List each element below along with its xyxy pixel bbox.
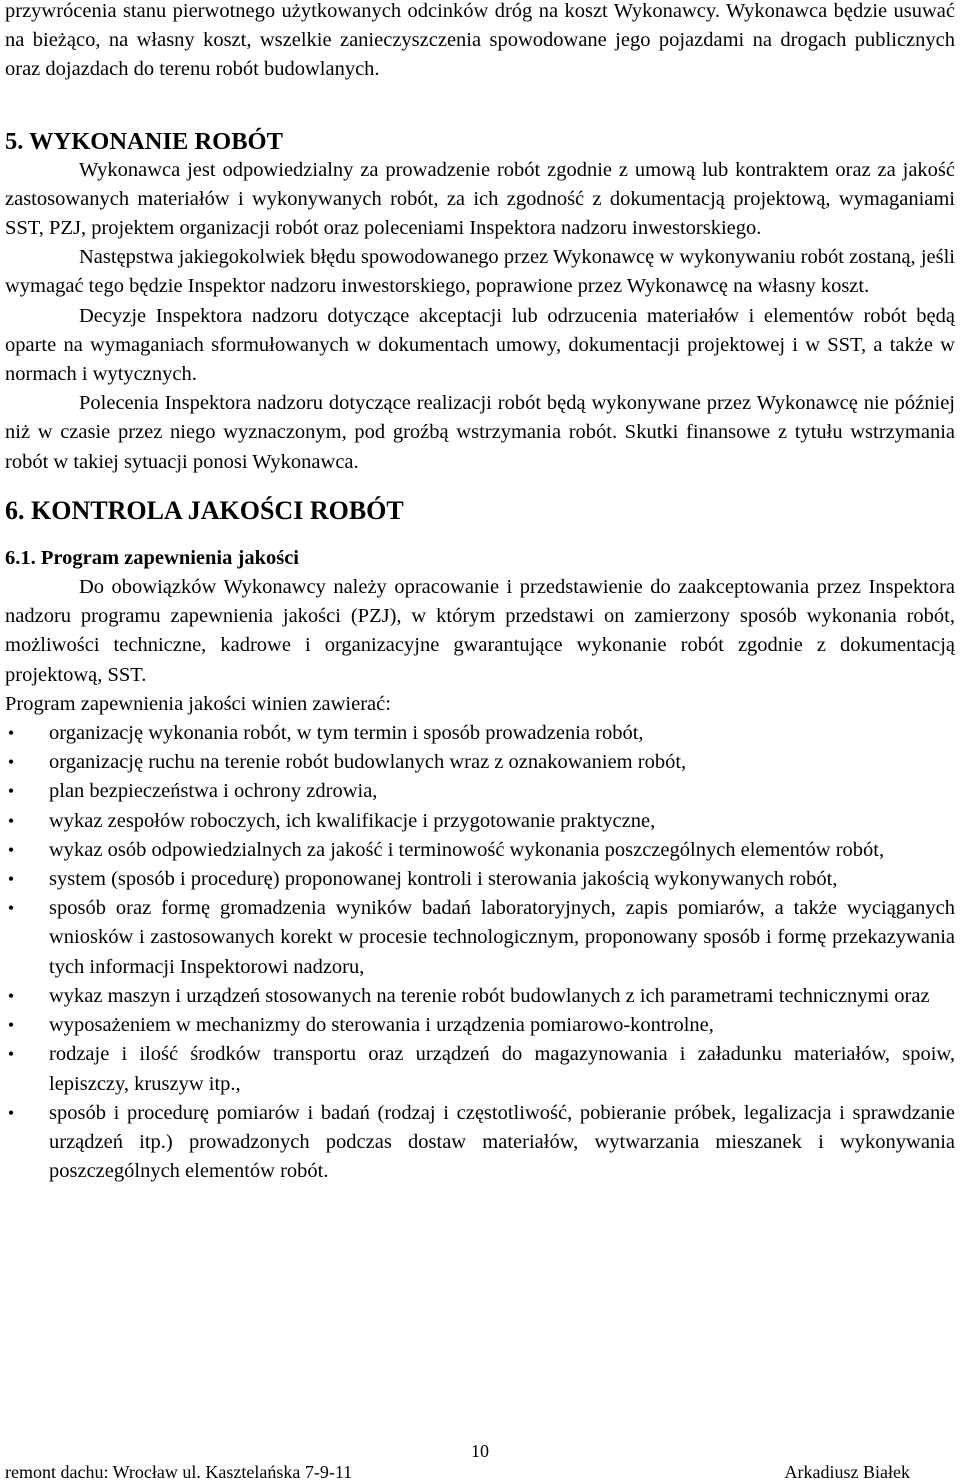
list-item: • rodzaje i ilość środków transportu oraz urządzeń do magazynowania i załadunku materiałów, spoiw, lepiszczy, kruszyw itp., [5,1040,955,1098]
bullet-icon: • [7,839,15,860]
section-5-heading: 5. WYKONANIE ROBÓT [5,127,283,155]
list-item: • wykaz zespołów roboczych, ich kwalifikacje i przygotowanie praktyczne, [5,807,955,836]
list-item: • plan bezpieczeństwa i ochrony zdrowia, [5,777,955,806]
bullet-icon: • [7,898,15,919]
bullet-icon: • [7,810,15,831]
footer-author: Arkadiusz Białek [784,1462,910,1482]
bullet-icon: • [7,869,15,890]
list-item: • organizację ruchu na terenie robót budowlanych wraz z oznakowaniem robót, [5,748,955,777]
bullet-icon: • [7,723,15,744]
bullet-icon: • [7,985,15,1006]
requirements-list [5,719,955,1186]
section-5-paragraph-4: Polecenia Inspektora nadzoru dotyczące realizacji robót będą wykonywane przez Wykonawcę nie później niż w czasie przez niego wyznaczonym, pod groźbą wstrzymania robót. Skutki finansowe z tytułu wstrzymania robót w takiej sytuacji ponosi Wykonawca. [5,392,955,473]
section-6-1-paragraph: Do obowiązków Wykonawcy należy opracowanie i przedstawienie do zaakceptowania przez Inspektora nadzoru programu zapewnienia jakości (PZJ), w którym przedstawi on zamierzony sposób wykonania robót, możliwości techniczne, kadrowe i organizacyjne gwarantujące wykonanie robót zgodnie z dokumentacją projektową, SST. [5,576,955,686]
bullet-icon: • [7,752,15,773]
bullet-icon: • [7,1015,15,1036]
bullet-icon: • [7,781,15,802]
section-6-1-heading: 6.1. Program zapewnienia jakości [5,546,299,569]
list-item: • wyposażeniem w mechanizmy do sterowania i urządzenia pomiarowo-kontrolne, [5,1011,955,1040]
bullet-icon: • [7,1044,15,1065]
footer-project-title: remont dachu: Wrocław ul. Kasztelańska 7-9-11 [5,1462,353,1482]
section-5-paragraph-3: Decyzje Inspektora nadzoru dotyczące akceptacji lub odrzucenia materiałów i elementów robót będą oparte na wymaganiach sformułowanych w dokumentach umowy, dokumentacji projektowej i w SST, a także w normach i wytycznych. [5,304,955,386]
bullet-icon: • [7,1102,15,1123]
list-item: • wykaz maszyn i urządzeń stosowanych na terenie robót budowlanych z ich parametrami technicznymi oraz [5,982,955,1011]
intro-paragraph: przywrócenia stanu pierwotnego użytkowanych odcinków dróg na koszt Wykonawcy. Wykonawca będzie usuwać na bieżąco, na własny koszt, wszelkie zanieczyszczenia spowodowane jego pojazdami na drogach publicznych oraz dojazdach do terenu robót budowlanych. [5,0,955,81]
page-number: 10 [471,1441,489,1461]
list-item: • sposób i procedurę pomiarów i badań (rodzaj i częstotliwość, pobieranie próbek, legalizacja i sprawdzanie urządzeń itp.) prowadzonych podczas dostaw materiałów, wytwarzania mieszanek i wykonywania poszczególnych elementów robót. [5,1099,955,1187]
list-item: • wykaz osób odpowiedzialnych za jakość i terminowość wykonania poszczególnych elementów robót, [5,836,955,865]
document-page [5,0,955,1186]
section-5-paragraph-2: Następstwa jakiegokolwiek błędu spowodowanego przez Wykonawcę w wykonywaniu robót zostaną, jeśli wymagać tego będzie Inspektor nadzoru inwestorskiego, poprawione przez Wykonawcę na własny koszt. [5,246,955,298]
list-intro: Program zapewnienia jakości winien zawierać: [5,692,391,715]
list-item: • organizację wykonania robót, w tym termin i sposób prowadzenia robót, [5,719,955,748]
section-5-paragraph-1: Wykonawca jest odpowiedzialny za prowadzenie robót zgodnie z umową lub kontraktem oraz za jakość zastosowanych materiałów i wykonywanych robót, za ich zgodność z dokumentacją projektową, wymaganiami SST, PZJ, projektem organizacji robót oraz poleceniami Inspektora nadzoru inwestorskiego. [5,158,955,240]
list-item: • sposób oraz formę gromadzenia wyników badań laboratoryjnych, zapis pomiarów, a także wyciąganych wniosków i zastosowanych korekt w procesie technologicznym, proponowany sposób i formę przekazywania tych informacji Inspektorowi nadzoru, [5,894,955,982]
list-item: • system (sposób i procedurę) proponowanej kontroli i sterowania jakością wykonywanych robót, [5,865,955,894]
section-6-heading: 6. KONTROLA JAKOŚCI ROBÓT [5,495,404,525]
